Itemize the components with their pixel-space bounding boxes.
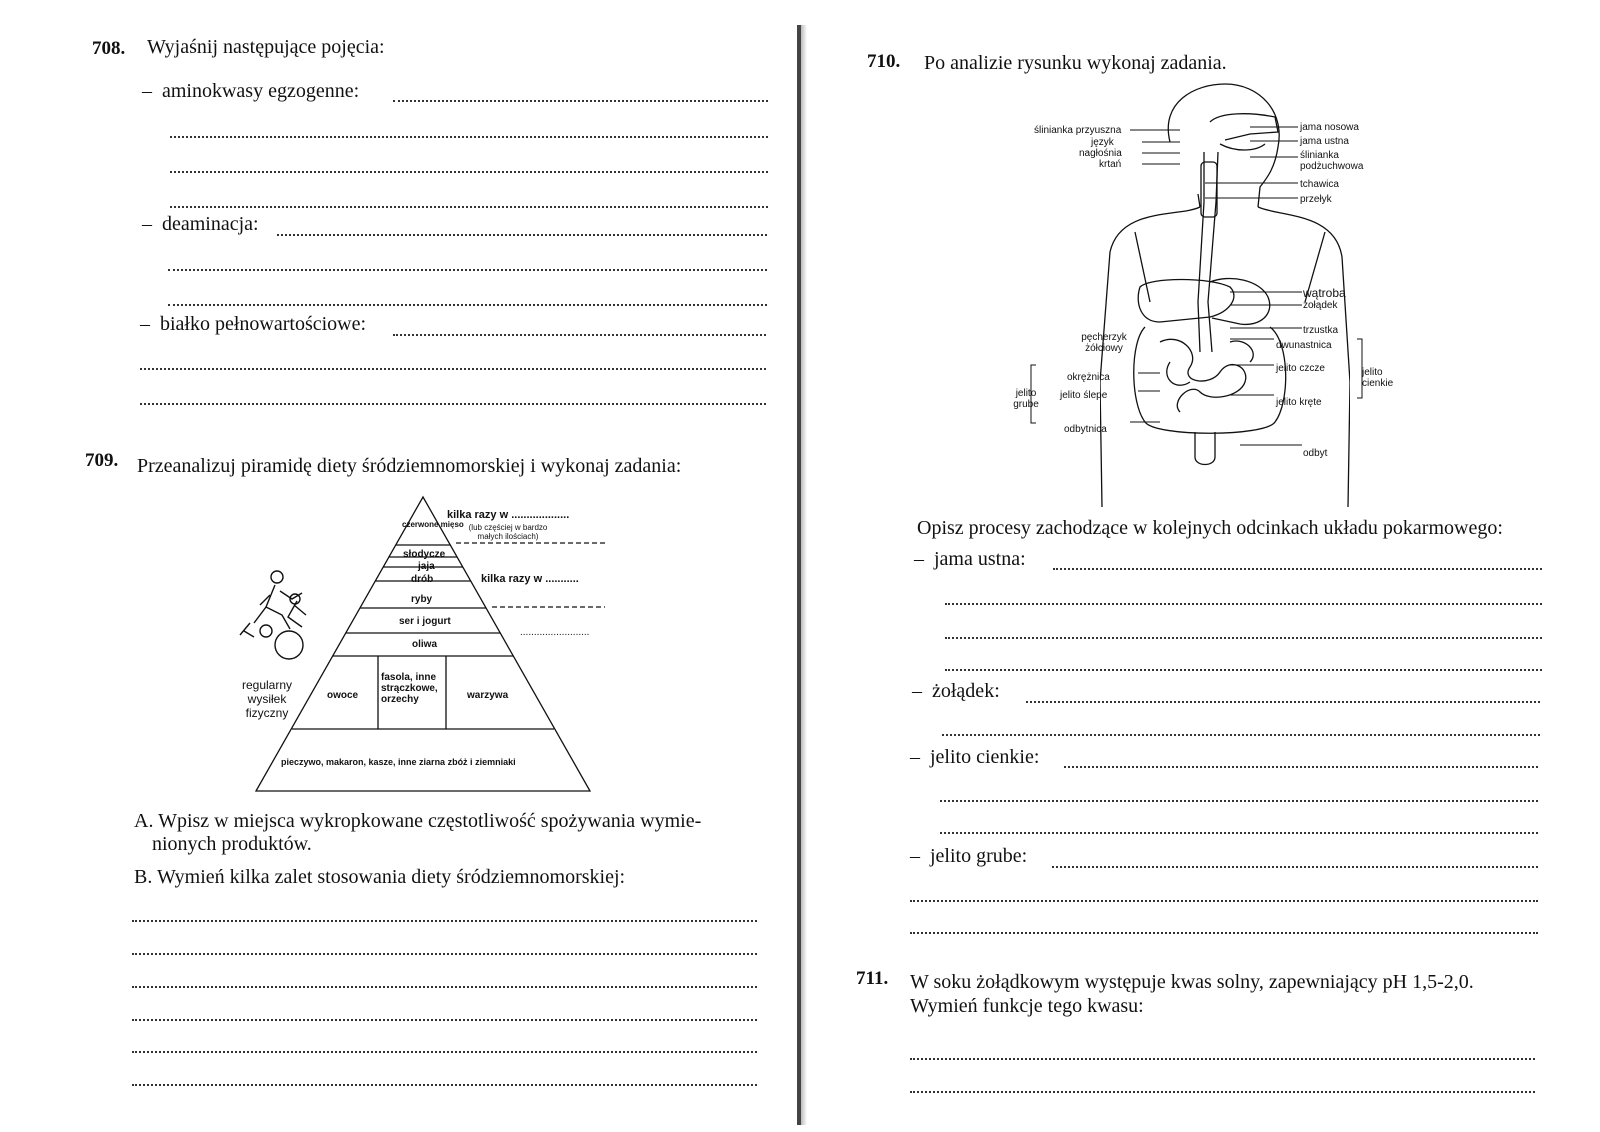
answer-line[interactable] [910,1091,1535,1093]
q710-number: 710. [867,51,901,72]
label-naglosnia: nagłośnia [1079,148,1122,159]
label-slinianka-przyuszna: ślinianka przyuszna [1034,125,1122,136]
answer-line[interactable] [942,734,1540,736]
pyramid-level-warzywa: warzywa [467,690,509,701]
q710-item-jelito-cienkie-label: jelito cienkie: [930,746,1040,768]
q710-item-jama-ustna: – jama ustna: [914,548,1026,570]
label-pecherzyk: pęcherzyk żółciowy [1081,332,1127,354]
q708-item-aminokwasy: – aminokwasy egzogenne: [142,80,360,102]
q710-item-jelito-cienkie: – jelito cienkie: [910,746,1040,768]
answer-line[interactable] [277,234,767,236]
pyramid-dots: ......................... [520,627,590,638]
pyramid-note-top-sub: (lub częściej w bardzo małych ilościach) [468,523,548,541]
q708-prompt: Wyjaśnij następujące pojęcia: [147,36,385,58]
answer-line[interactable] [1053,568,1542,570]
q710-describe: Opisz procesy zachodzące w kolejnych odcinkach układu pokarmowego: [917,517,1503,539]
q708-item-deaminacja: – deaminacja: [142,213,259,235]
label-zoladek: żołądek [1303,300,1338,311]
answer-line[interactable] [940,800,1538,802]
label-jelito-cienkie: jelito cienkie [1362,367,1394,389]
q710-item-jama-ustna-label: jama ustna: [934,548,1026,570]
answer-line[interactable] [910,932,1538,934]
answer-line[interactable] [393,334,766,336]
label-jama-ustna: jama ustna [1300,136,1349,147]
q708-number: 708. [92,38,126,59]
cyclist-icon [240,571,306,659]
q709-prompt: Przeanalizuj piramidę diety śródziemnomorskiej i wykonaj zadania: [137,455,682,477]
answer-line[interactable] [132,953,757,955]
q711-number: 711. [856,968,889,989]
answer-line[interactable] [168,269,767,271]
q710-item-zoladek-label: żołądek: [932,680,1000,702]
answer-line[interactable] [140,368,766,370]
answer-line[interactable] [1064,766,1538,768]
label-dwunastnica: dwunastnica [1276,340,1332,351]
answer-line[interactable] [940,832,1538,834]
label-krtan: krtań [1099,159,1122,170]
diagram-leader-lines [1030,115,1410,460]
q709-task-a-line1: A. Wpisz w miejsca wykropkowane częstotliwość spożywania wymie- [134,810,702,832]
answer-line[interactable] [910,1058,1535,1060]
q708-item-bialko: – białko pełnowartościowe: [140,313,367,335]
label-slinianka-podzuchwowa: ślinianka podżuchwowa [1300,150,1364,172]
answer-line[interactable] [393,100,768,102]
label-tchawica: tchawica [1300,179,1339,190]
answer-line[interactable] [132,920,757,922]
answer-line[interactable] [170,136,768,138]
q711-line1: W soku żołądkowym występuje kwas solny, zapewniający pH 1,5-2,0. [910,971,1474,993]
q710-item-jelito-grube-label: jelito grube: [930,845,1028,867]
q709-number: 709. [85,450,119,471]
pyramid-level-oliwa: oliwa [412,639,438,650]
label-jama-nosowa: jama nosowa [1300,122,1359,133]
pyramid-level-drob: drób [411,574,434,585]
answer-line[interactable] [945,669,1542,671]
exercise-label: regularny wysiłek fizyczny [241,678,293,720]
answer-line[interactable] [132,1019,757,1021]
label-okreznica: okrężnica [1067,372,1110,383]
label-odbyt: odbyt [1303,448,1328,459]
q708-item-deaminacja-label: deaminacja: [162,213,259,235]
answer-line[interactable] [132,1084,757,1086]
answer-line[interactable] [168,304,767,306]
answer-line[interactable] [170,171,768,173]
answer-line[interactable] [170,206,768,208]
answer-line[interactable] [1026,701,1540,703]
q711-line2: Wymień funkcje tego kwasu: [910,995,1144,1017]
answer-line[interactable] [132,1051,757,1053]
pyramid-level-czerwone-mieso: czerwone mięso [402,520,464,529]
label-jelito-krete: jelito kręte [1276,397,1322,408]
label-watroba: wątroba [1303,286,1346,300]
label-jezyk: język [1091,137,1114,148]
label-przelyk: przełyk [1300,194,1332,205]
answer-line[interactable] [140,403,766,405]
pyramid-level-fasola: fasola, inne strączkowe, orzechy [381,672,438,705]
q710-prompt: Po analizie rysunku wykonaj zadania. [924,52,1227,74]
q709-task-b: B. Wymień kilka zalet stosowania diety śródziemnomorskiej: [134,866,626,888]
answer-line[interactable] [945,637,1542,639]
pyramid-level-jaja: jaja [418,561,435,572]
label-jelito-slepe: jelito ślepe [1060,390,1108,401]
answer-line[interactable] [945,603,1542,605]
label-odbytnica: odbytnica [1064,424,1107,435]
q708-item-aminokwasy-label: aminokwasy egzogenne: [162,80,360,102]
q708-item-bialko-label: białko pełnowartościowe: [160,313,367,335]
pyramid-note-mid: kilka razy w ........... [481,573,579,585]
label-jelito-grube: jelito grube [1013,388,1039,410]
page-fold-shadow [801,25,807,1125]
pyramid-level-pieczywo: pieczywo, makaron, kasze, inne ziarna zbóż i ziemniaki [281,757,516,767]
answer-line[interactable] [910,900,1538,902]
answer-line[interactable] [1052,866,1538,868]
label-trzustka: trzustka [1303,325,1339,336]
q709-task-a-line2: nionych produktów. [152,833,312,855]
pyramid-level-slodycze: słodycze [403,549,446,560]
answer-line[interactable] [132,986,757,988]
pyramid-level-ser-jogurt: ser i jogurt [399,616,451,627]
q710-item-zoladek: – żołądek: [912,680,1000,702]
pyramid-note-top: kilka razy w ................... [447,509,570,521]
pyramid-level-ryby: ryby [411,594,433,605]
q710-item-jelito-grube: – jelito grube: [910,845,1028,867]
pyramid-level-owoce: owoce [327,690,359,701]
label-jelito-czcze: jelito czcze [1276,363,1325,374]
